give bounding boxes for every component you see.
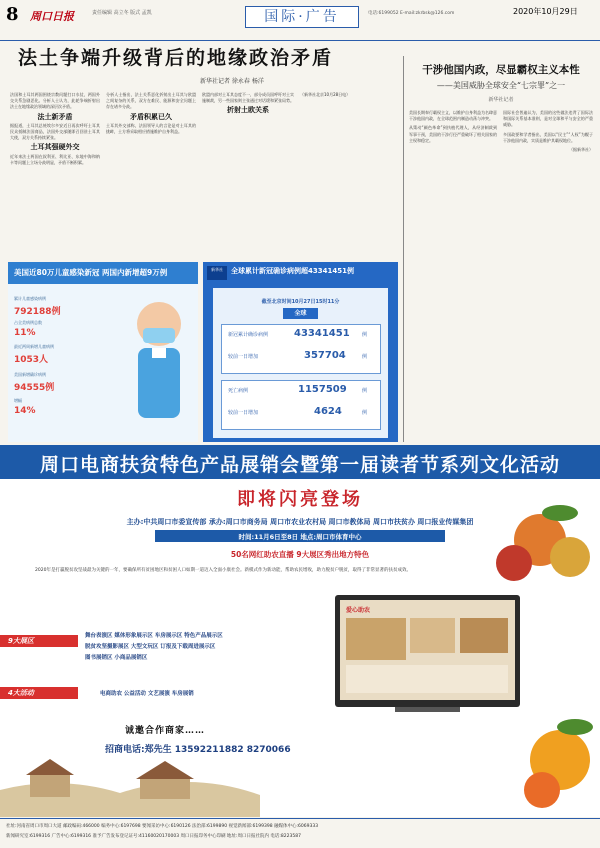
screen-label: 爱心助农: [346, 607, 371, 614]
death-increase-label: 较前一日增加: [228, 410, 259, 416]
footer-line-2: 新闻研究室:6199316 广告中心:6199316 准予广告发布登记证号:41160020170003 周口日报印务中心印刷 地址:周口日报社院内 电话:8223587: [6, 834, 301, 839]
screen-photo: [410, 618, 455, 653]
main-article-column-3: [202, 92, 294, 258]
confirmed-increase-label: 较前一日增加: [228, 354, 259, 360]
main-article-para-3: 分析人士指出，法土关系恶化折射出土耳其与欧盟之间复杂的关系，双方在难民、能源和安全问题上存在诸多分歧。: [106, 92, 196, 110]
global-infographic-panel: [213, 288, 388, 438]
main-subhead-3: 矛盾积累已久: [130, 112, 172, 121]
confirmed-value: 43341451: [294, 328, 350, 339]
right-article-title: 干涉他国内政，尽显霸权主义本性: [422, 64, 580, 76]
confirmed-increase-value: 357704: [304, 350, 346, 361]
right-article-subtitle: ——美国威胁全球安全“七宗罪”之一: [436, 81, 566, 90]
issue-date: 2020年10月29日: [513, 7, 578, 16]
us-infographic-panel: [8, 284, 198, 442]
right-article-byline: 新华社记者: [488, 97, 514, 103]
main-subhead-2: 土耳其强硬外交: [30, 143, 80, 152]
death-increase-unit: 例: [362, 410, 368, 416]
us-stat-label: 最近两周新增儿童病例: [14, 344, 54, 349]
source-tag: 新华社: [207, 266, 227, 280]
produce-illustration: [520, 705, 600, 815]
ad-title: 周口电商扶贫特色产品展销会暨第一届读者节系列文化活动: [39, 454, 560, 476]
ad-organizers: 主办:中共周口市委宣传部 承办:周口市商务局 周口市农业农村局 周口市教体局 周口市扶贫办 周口报业传媒集团: [126, 518, 474, 526]
us-stat-value: 1053人: [14, 355, 49, 365]
contact-info: 电话:6199052 E-mail:zkrbsk@126.com: [368, 11, 455, 16]
activities-tag: 4大活动: [0, 687, 78, 699]
header-divider: [0, 40, 600, 41]
us-stat-value: 11%: [14, 328, 36, 338]
us-stat-value: 792188例: [14, 307, 61, 317]
ad-invitation: 诚邀合作商家……: [125, 726, 206, 736]
main-subhead-1: 法土新矛盾: [37, 112, 73, 121]
tv-screen: [340, 600, 515, 700]
main-article-column-1: [10, 92, 100, 258]
death-value: 1157509: [298, 384, 347, 395]
tv-stand: [395, 707, 460, 712]
global-infographic-title: 全球累计新冠确诊病例超43341451例: [231, 267, 354, 275]
screen-photo: [346, 618, 406, 660]
main-article-title: 法土争端升级背后的地缘政治矛盾: [18, 47, 334, 69]
section-title: 国际·广告: [245, 6, 359, 28]
main-article-para-1: 据报道，土耳其总统埃尔多安近日再次呼吁土耳其民众抵制法国商品，法国外交部随即召回驻土耳其大使，双方关系持续紧张。: [10, 122, 100, 141]
ad-features: 50名网红助农直播 9大展区秀出地方特色: [230, 550, 370, 559]
confirmed-cases-box: [221, 324, 381, 374]
ad-time-location: 时间:11月6日至8日 地点:周口市体育中心: [238, 533, 362, 541]
main-article-intro: 法国和土耳其两国围绕宗教问题打口水仗，两国外交关系急剧恶化。分析人士认为，此轮争端折射出法土在地缘政治领域的深层次矛盾。: [10, 92, 100, 110]
tv-display: [335, 595, 520, 707]
ad-description: 2020年是打赢脱贫攻坚战最为关键的一年，要确保所有贫困地区和贫困人口如期一道迈入全面小康社会。新模式作为新动能，帮助农民增收，助力脱贫户脱贫，取得了非常显著的扶贫成效。: [35, 568, 411, 573]
main-subhead-4: 折射土欧关系: [227, 106, 269, 115]
masthead: [0, 0, 600, 40]
confirmed-increase-unit: 例: [362, 354, 368, 360]
zones-row: 脱贫攻坚摄影展区 大型文玩区 订报及下载周进展示区: [85, 644, 216, 650]
screen-product-row: [346, 665, 508, 693]
main-article-para-5: 欧盟内部对土耳其态度不一，部分成员国呼吁对土实施制裁，另一些国家则主张通过对话缓和紧张局势。: [202, 92, 294, 104]
us-stat-value: 14%: [14, 406, 36, 416]
zones-row: 图书展销区 小商品展销区: [85, 655, 148, 661]
global-covid-infographic: [203, 262, 398, 442]
global-time-label: 截至北京时间10月27日15时11分: [261, 299, 340, 305]
death-unit: 例: [362, 388, 368, 394]
right-article-column-1: [409, 110, 497, 440]
page-number: 8: [6, 4, 19, 25]
ad-subtitle: 即将闪亮登场: [237, 489, 363, 510]
confirmed-unit: 例: [362, 332, 368, 338]
us-stat-label: 占全美病例总数: [14, 320, 42, 325]
us-covid-infographic: [8, 262, 198, 442]
death-cases-box: [221, 380, 381, 430]
masked-child-illustration: [128, 292, 190, 432]
main-article-para-2: 近年来法土两国在叙利亚、利比亚、东地中海和纳卡等问题上立场分歧明显，矛盾不断积累。: [10, 153, 100, 165]
us-stat-value: 94555例: [14, 383, 55, 393]
global-region-label: 全球: [283, 308, 318, 319]
us-stat-label: 增幅: [14, 398, 22, 403]
zones-tag: 9大展区: [0, 635, 78, 647]
footer-line-1: 社址:河南省周口市周口大道 邮政编码:466000 编务中心:6197698 要闻采访中心:6190126 法治部:6199890 视觉新闻部:6199398 融媒体中心:6069333: [6, 824, 319, 829]
screen-photo: [460, 618, 508, 653]
zones-row: 舞台表演区 媒体形象展示区 车房展示区 特色产品展示区: [85, 633, 223, 639]
expo-advertisement: [0, 445, 600, 817]
activities-row: 电商助农 公益活动 文艺展演 车房展销: [100, 691, 194, 697]
right-article-column-2: [503, 110, 593, 440]
death-label: 死亡病例: [228, 388, 249, 394]
us-infographic-title: 美国近80万儿童感染新冠 两国内新增超9万例: [14, 268, 168, 277]
main-article-column-4: [300, 92, 395, 258]
paper-logo: 周口日报: [30, 10, 74, 23]
village-illustration: [0, 745, 260, 817]
page-footer: [0, 818, 600, 848]
edition-info: 责任编辑 高立冬 版式 孟凯: [92, 10, 152, 16]
right-article-para-4: 多国政要和学者指出，美国以“民主”“人权”为幌子干涉他国内政，实质是维护其霸权地位。: [503, 131, 593, 143]
right-article-para-1: 美国长期奉行霸权主义，以维护自身利益为名肆意干涉他国内政，在全球范围内制造动荡与冲突。: [409, 110, 497, 122]
right-article-source: （据新华社）: [569, 147, 593, 153]
ad-phone: 招商电话:郑先生 13592211882 8270066: [105, 745, 291, 755]
column-divider: [403, 56, 404, 442]
death-increase-value: 4624: [314, 406, 342, 417]
main-article-source: （新华社北京10月28日电）: [300, 92, 351, 97]
us-stat-label: 美国新增确诊病例: [14, 372, 46, 377]
main-article-byline: 新华社记者 徐永春 杨洋: [200, 78, 264, 85]
right-article-para-2: 从策动“颜色革命”到扶植代理人，从经济制裁到军事干预，美国的干涉行径严重破坏了相关国家的主权和稳定。: [409, 125, 497, 143]
main-article-para-4: 土耳其外交部称，法国领导人的言论是对土耳其的挑衅，土方将采取相应措施维护自身利益。: [106, 122, 196, 135]
us-stat-label: 累计儿童感染病例: [14, 296, 46, 301]
right-article-para-3: 国际社会普遍认为，美国的这些做法违背了国际法和国际关系基本准则，是对全球和平与安全的严重威胁。: [503, 110, 593, 128]
produce-illustration: [470, 485, 598, 605]
confirmed-label: 新冠累计确诊病例: [228, 332, 269, 338]
main-article-column-2: [106, 92, 196, 258]
